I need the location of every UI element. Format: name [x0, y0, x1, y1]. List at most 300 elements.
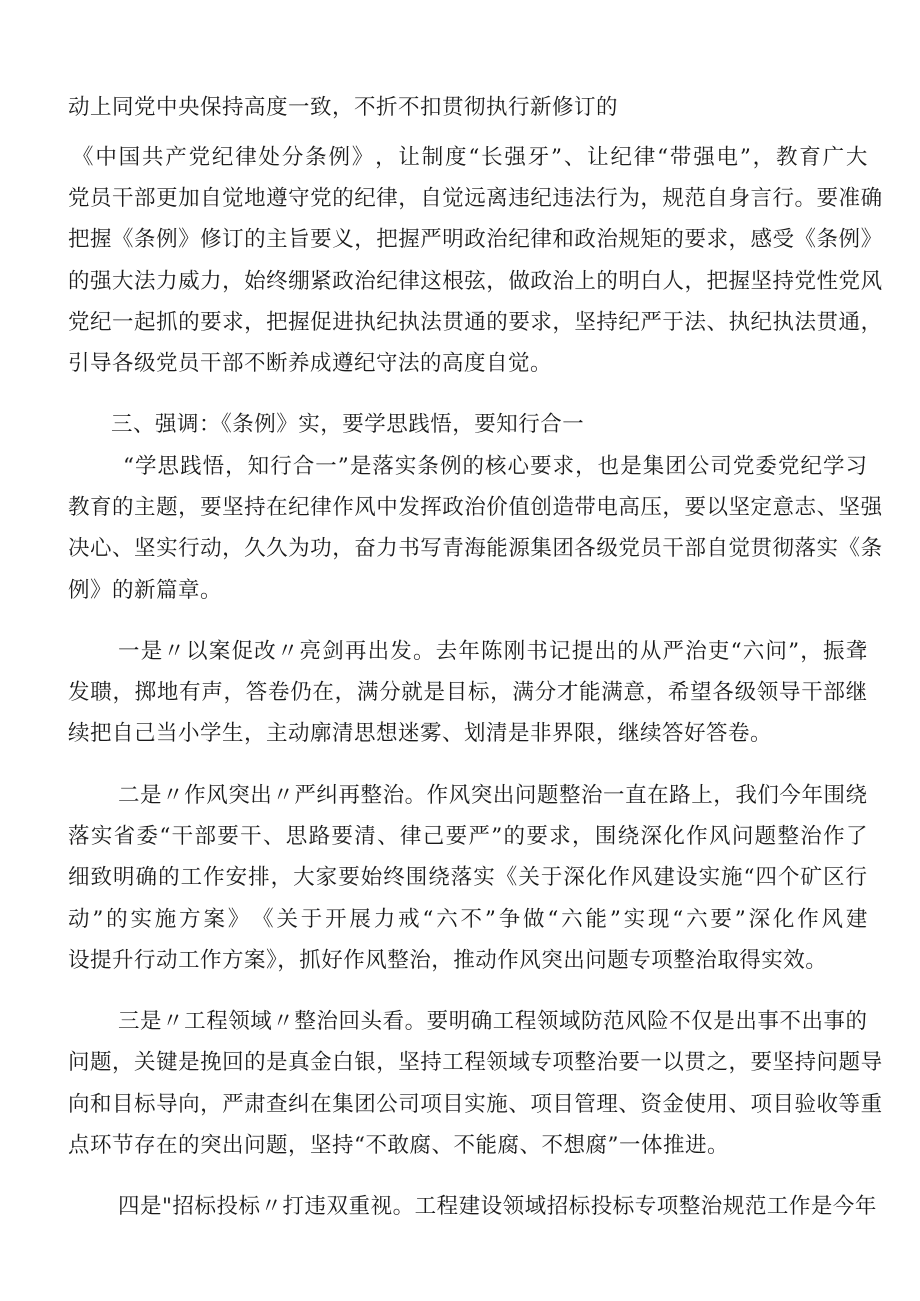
text-glyph: 回: [222, 1050, 245, 1075]
text-glyph: 设: [480, 1194, 503, 1219]
text-glyph: 金: [662, 1092, 685, 1117]
text-glyph: 细: [68, 865, 91, 890]
text-glyph: 紧: [310, 269, 333, 294]
text-glyph: 〃: [163, 639, 186, 664]
text-glyph: 级: [734, 680, 757, 705]
text-glyph: 于: [300, 907, 323, 932]
text-glyph: 求: [222, 310, 245, 335]
text-glyph: 持: [772, 269, 795, 294]
text-glyph: 〃: [276, 639, 299, 664]
text-glyph: 治: [685, 639, 708, 664]
text-glyph: 政: [464, 227, 487, 252]
text-glyph: 坚: [398, 1050, 421, 1075]
text-glyph: 整: [294, 1009, 317, 1034]
text-line: [68, 309, 883, 337]
text-glyph: 化: [663, 824, 686, 849]
text-glyph: 作: [686, 824, 709, 849]
text-glyph: 例: [156, 227, 179, 252]
text-glyph: 的: [112, 495, 135, 520]
text-glyph: 纪: [376, 269, 399, 294]
text-line: [68, 864, 868, 892]
text-glyph: 党: [188, 145, 211, 170]
text-glyph: 国: [118, 145, 141, 170]
text-glyph: 育: [90, 495, 113, 520]
text-glyph: 答: [245, 680, 268, 705]
text-glyph: “: [468, 145, 480, 170]
text-glyph: 久: [266, 536, 289, 561]
text-glyph: ，: [572, 824, 595, 849]
text-glyph: 实: [394, 454, 417, 479]
text-glyph: 出: [367, 639, 390, 664]
text-glyph: 党: [68, 310, 91, 335]
text-glyph: “: [730, 639, 743, 664]
text-glyph: 党: [777, 454, 800, 479]
text-glyph: 。: [412, 639, 435, 664]
text-glyph: 作: [788, 1194, 811, 1219]
text-line: 动上同党中央保持高度一致，不折不扣贯彻执行新修订的: [68, 95, 619, 120]
text-glyph: 三: [118, 1009, 141, 1034]
text-glyph: 要: [684, 227, 707, 252]
text-glyph: 问: [514, 783, 537, 808]
text-glyph: 、: [706, 310, 729, 335]
text-glyph: 力: [376, 536, 399, 561]
text-glyph: 风: [821, 907, 844, 932]
text-glyph: 例: [838, 227, 861, 252]
text-glyph: 主: [266, 227, 289, 252]
text-glyph: 求: [706, 227, 729, 252]
text-glyph: 握: [728, 269, 751, 294]
text-glyph: 有: [179, 680, 202, 705]
text-glyph: 再: [344, 639, 367, 664]
text-glyph: 的: [244, 227, 267, 252]
text-glyph: 问: [765, 639, 788, 664]
text-glyph: ，: [332, 536, 355, 561]
text-glyph: 奋: [354, 536, 377, 561]
text-glyph: 法: [420, 310, 443, 335]
text-glyph: ，: [222, 269, 245, 294]
text-glyph: 条: [305, 145, 328, 170]
text-glyph: 在: [310, 1092, 333, 1117]
text-glyph: 的: [596, 269, 619, 294]
text-glyph: 在: [312, 680, 335, 705]
text-glyph: 的: [617, 639, 640, 664]
text-glyph: 风: [354, 495, 377, 520]
text-glyph: 纪: [530, 186, 553, 211]
text-glyph: 实: [473, 865, 496, 890]
text-glyph: 振: [822, 639, 845, 664]
text-glyph: 治: [552, 269, 575, 294]
text-glyph: 〃: [162, 1009, 185, 1034]
text-glyph: 心: [507, 454, 530, 479]
text-glyph: 定: [750, 495, 773, 520]
text-glyph: 行: [178, 536, 201, 561]
text-glyph: 吏: [707, 639, 730, 664]
text-glyph: 记: [549, 639, 572, 664]
text-glyph: 导: [779, 680, 802, 705]
text-glyph: ，: [575, 454, 598, 479]
text-glyph: 做: [523, 907, 546, 932]
text-glyph: 条: [860, 536, 883, 561]
text-glyph: 《: [838, 536, 861, 561]
text-glyph: 己: [422, 824, 445, 849]
text-line: [68, 185, 883, 213]
text-glyph: 〃: [260, 1194, 283, 1219]
text-glyph: 了: [845, 824, 868, 849]
text-glyph: 白: [640, 269, 663, 294]
text-glyph: 坚: [838, 495, 861, 520]
text-glyph: 双: [326, 1194, 349, 1219]
text-glyph: 剑: [322, 639, 345, 664]
text-glyph: 整: [574, 1050, 597, 1075]
text-glyph: 建: [653, 865, 676, 890]
text-glyph: ，: [860, 310, 883, 335]
text-glyph: ，: [200, 1092, 223, 1117]
text-glyph: 律: [310, 495, 333, 520]
text-glyph: 律: [376, 186, 399, 211]
text-glyph: ”: [609, 907, 622, 932]
text-glyph: 是: [178, 1050, 201, 1075]
text-glyph: 项: [750, 1092, 773, 1117]
text-glyph: 项: [530, 1092, 553, 1117]
text-glyph: 挥: [420, 495, 443, 520]
text-glyph: 感: [750, 227, 773, 252]
text-glyph: 起: [134, 310, 157, 335]
text-glyph: 把: [266, 310, 289, 335]
text-glyph: 行: [845, 865, 868, 890]
text-glyph: 觉: [222, 186, 245, 211]
text-glyph: 力: [200, 269, 223, 294]
text-glyph: 要: [750, 1050, 773, 1075]
text-glyph: 管: [574, 1092, 597, 1117]
text-glyph: 学: [135, 454, 158, 479]
text-glyph: 纪: [618, 310, 641, 335]
text-glyph: 教: [68, 495, 91, 520]
text-glyph: 促: [231, 639, 254, 664]
text-glyph: 是: [620, 454, 643, 479]
text-glyph: 出: [250, 783, 273, 808]
text-line: 点环节存在的突出问题，坚持“不敢腐、不能腐、不想腐”一体推进。: [68, 1133, 729, 1158]
text-glyph: 压: [640, 495, 663, 520]
text-glyph: 突: [470, 783, 493, 808]
text-glyph: 要: [526, 824, 549, 849]
text-glyph: 挽: [200, 1050, 223, 1075]
text-glyph: 终: [266, 269, 289, 294]
text-line: 续把自己当小学生，主动廓清思想迷雾、划清是非界限，继续答好答卷。: [68, 721, 773, 746]
text-glyph: 题: [536, 783, 559, 808]
text-glyph: 是: [810, 1194, 833, 1219]
text-glyph: 不: [779, 1009, 802, 1034]
text-glyph: 律: [235, 145, 258, 170]
text-glyph: 理: [596, 1092, 619, 1117]
text-glyph: 视: [370, 1194, 393, 1219]
text-glyph: 专: [634, 1194, 657, 1219]
text-glyph: 刚: [503, 639, 526, 664]
text-glyph: 育: [799, 145, 822, 170]
text-line: [72, 144, 868, 172]
text-glyph: 排: [248, 865, 271, 890]
text-glyph: 之: [706, 1050, 729, 1075]
text-glyph: 、: [816, 495, 839, 520]
text-glyph: 开: [325, 907, 348, 932]
text-glyph: 订: [222, 227, 245, 252]
text-glyph: 要: [710, 907, 733, 932]
text-glyph: “: [123, 454, 135, 479]
text-glyph: 纪: [354, 186, 377, 211]
text-glyph: 思: [285, 824, 308, 849]
text-glyph: 《: [112, 227, 135, 252]
text-glyph: 整: [558, 783, 581, 808]
text-glyph: 违: [304, 1194, 327, 1219]
text-glyph: 律: [399, 824, 422, 849]
text-glyph: 公: [687, 454, 710, 479]
text-glyph: 今: [832, 1194, 855, 1219]
text-glyph: 《: [495, 865, 518, 890]
text-glyph: 去: [435, 639, 458, 664]
text-glyph: ，: [728, 227, 751, 252]
text-glyph: 法: [684, 310, 707, 335]
text-glyph: 干: [801, 680, 824, 705]
text-glyph: 的: [845, 1009, 868, 1034]
text-glyph: ”: [484, 907, 497, 932]
text-glyph: 是: [140, 783, 163, 808]
text-glyph: 治: [580, 783, 603, 808]
text-glyph: 题: [90, 1050, 113, 1075]
text-glyph: 的: [486, 310, 509, 335]
text-glyph: 贯: [816, 310, 839, 335]
text-glyph: 各: [712, 680, 735, 705]
text-glyph: 持: [420, 1050, 443, 1075]
text-glyph: 要: [816, 186, 839, 211]
text-glyph: 抓: [156, 310, 179, 335]
text-glyph: 书: [398, 536, 421, 561]
text-glyph: 度: [445, 145, 468, 170]
text-glyph: 党: [838, 269, 861, 294]
text-glyph: 回: [338, 1009, 361, 1034]
text-glyph: 突: [228, 783, 251, 808]
text-glyph: 领: [756, 680, 779, 705]
text-glyph: 《: [252, 907, 275, 932]
text-glyph: 确: [860, 186, 883, 211]
text-glyph: 觉: [728, 536, 751, 561]
text-glyph: 向: [178, 1092, 201, 1117]
text-glyph: 知: [247, 454, 270, 479]
text-glyph: 风: [860, 269, 883, 294]
text-glyph: 行: [270, 454, 293, 479]
text-glyph: 重: [348, 1194, 371, 1219]
text-glyph: 要: [508, 310, 531, 335]
text-glyph: ，: [178, 495, 201, 520]
text-glyph: 深: [748, 907, 771, 932]
text-glyph: 出: [735, 1009, 758, 1034]
text-glyph: 绷: [288, 269, 311, 294]
text-glyph: ，: [640, 186, 663, 211]
text-glyph: 亮: [299, 639, 322, 664]
text-glyph: 纪: [800, 454, 823, 479]
text-glyph: 从: [639, 639, 662, 664]
text-line: 设提升行动工作方案》，抓好作风整治，推动作风突出问题专项整治取得实效。: [68, 948, 828, 973]
text-glyph: ，: [552, 310, 575, 335]
text-glyph: 行: [596, 186, 619, 211]
text-glyph: 党: [732, 454, 755, 479]
text-glyph: 政: [574, 227, 597, 252]
text-glyph: 安: [225, 865, 248, 890]
text-glyph: 出: [492, 783, 515, 808]
text-glyph: 风: [206, 783, 229, 808]
text-glyph: 强: [90, 269, 113, 294]
text-glyph: 律: [633, 145, 656, 170]
text-glyph: 一: [640, 1050, 663, 1075]
text-glyph: 标: [238, 1194, 261, 1219]
text-glyph: 以: [186, 639, 209, 664]
text-glyph: 纪: [610, 145, 633, 170]
text-glyph: 合: [292, 454, 315, 479]
text-glyph: 思: [157, 454, 180, 479]
text-glyph: 悟: [202, 454, 225, 479]
text-glyph: 发: [68, 680, 91, 705]
text-glyph: 领: [228, 1009, 251, 1034]
text-glyph: 围: [594, 824, 617, 849]
text-glyph: 规: [618, 227, 641, 252]
text-glyph: 发: [398, 495, 421, 520]
text-glyph: 程: [514, 1009, 537, 1034]
text-glyph: ，: [225, 454, 248, 479]
text-glyph: 要: [217, 824, 240, 849]
text-glyph: 干: [112, 186, 135, 211]
text-glyph: 要: [200, 310, 223, 335]
text-glyph: 坚: [772, 1050, 795, 1075]
text-glyph: 落: [794, 536, 817, 561]
text-glyph: 团: [354, 1092, 377, 1117]
text-glyph: 范: [603, 1009, 626, 1034]
text-glyph: 领: [486, 1050, 509, 1075]
text-glyph: 力: [373, 907, 396, 932]
text-glyph: 键: [156, 1050, 179, 1075]
text-glyph: 看: [382, 1009, 405, 1034]
text-glyph: 路: [308, 824, 331, 849]
text-glyph: 律: [398, 269, 421, 294]
text-glyph: 言: [750, 186, 773, 211]
text-glyph: 戒: [398, 907, 421, 932]
text-glyph: 银: [354, 1050, 377, 1075]
text-glyph: 查: [266, 1092, 289, 1117]
text-glyph: 作: [203, 865, 226, 890]
text-glyph: 要: [445, 824, 468, 849]
text-glyph: 的: [68, 269, 91, 294]
text-glyph: 标: [612, 1194, 635, 1219]
text-glyph: 六: [742, 639, 765, 664]
text-glyph: 。: [404, 783, 427, 808]
text-line: 例》的新篇章。: [68, 578, 223, 603]
text-glyph: 程: [206, 1009, 229, 1034]
text-glyph: ，: [752, 145, 775, 170]
text-glyph: 弦: [464, 269, 487, 294]
text-glyph: 于: [540, 865, 563, 890]
text-glyph: 争: [498, 907, 521, 932]
text-glyph: 高: [618, 495, 641, 520]
text-glyph: 纪: [211, 145, 234, 170]
text-glyph: 治: [486, 227, 509, 252]
text-glyph: 矩: [640, 227, 663, 252]
text-glyph: 通: [464, 310, 487, 335]
text-glyph: 关: [134, 1050, 157, 1075]
text-glyph: 》: [860, 227, 883, 252]
text-glyph: 等: [838, 1092, 861, 1117]
text-glyph: 清: [354, 824, 377, 849]
text-glyph: 的: [662, 227, 685, 252]
text-glyph: 目: [445, 680, 468, 705]
text-glyph: 纪: [376, 310, 399, 335]
text-glyph: ，: [645, 680, 668, 705]
text-glyph: 领: [502, 1194, 525, 1219]
text-glyph: 工: [180, 865, 203, 890]
text-glyph: 深: [640, 824, 663, 849]
text-glyph: 条: [417, 454, 440, 479]
text-glyph: 施: [154, 907, 177, 932]
text-glyph: 要: [684, 495, 707, 520]
text-glyph: 。: [794, 186, 817, 211]
text-glyph: 要: [338, 865, 361, 890]
text-glyph: 打: [282, 1194, 305, 1219]
text-line: [118, 782, 868, 810]
text-glyph: 绕: [617, 824, 640, 849]
text-glyph: 更: [156, 186, 179, 211]
text-glyph: 风: [448, 783, 471, 808]
text-glyph: 要: [426, 1009, 449, 1034]
text-glyph: 政: [442, 495, 465, 520]
text-glyph: 纪: [288, 495, 311, 520]
text-glyph: 区: [823, 865, 846, 890]
text-glyph: 范: [744, 1194, 767, 1219]
text-glyph: 险: [647, 1009, 670, 1034]
text-glyph: ，: [354, 227, 377, 252]
text-glyph: 握: [398, 227, 421, 252]
text-glyph: 执: [354, 310, 377, 335]
text-glyph: 是: [140, 639, 163, 664]
text-glyph: 、: [563, 145, 586, 170]
text-glyph: 分: [379, 680, 402, 705]
text-glyph: 用: [706, 1092, 729, 1117]
text-glyph: ”: [491, 824, 503, 849]
text-line: [68, 823, 868, 851]
text-glyph: 要: [618, 1050, 641, 1075]
text-glyph: 绕: [428, 865, 451, 890]
text-glyph: 让: [398, 145, 421, 170]
text-glyph: 。: [404, 1009, 427, 1034]
text-glyph: 员: [640, 536, 663, 561]
text-glyph: ，: [223, 680, 246, 705]
text-glyph: ，: [334, 680, 357, 705]
text-glyph: 是: [140, 1194, 163, 1219]
text-glyph: 整: [360, 783, 383, 808]
text-glyph: 于: [662, 310, 685, 335]
section-heading: 三、强调：《条例》实，要学思践悟，要知行合一: [111, 412, 585, 437]
text-glyph: 四: [755, 865, 778, 890]
text-glyph: “: [159, 824, 171, 849]
text-glyph: 党: [68, 186, 91, 211]
text-glyph: 强: [693, 145, 716, 170]
text-glyph: 大: [112, 269, 135, 294]
text-glyph: 终: [383, 865, 406, 890]
text-glyph: 坚: [728, 495, 751, 520]
text-glyph: 出: [801, 1009, 824, 1034]
text-glyph: 受: [772, 227, 795, 252]
text-glyph: 自: [706, 186, 729, 211]
text-glyph: 义: [332, 227, 355, 252]
text-glyph: 》: [178, 227, 201, 252]
text-glyph: 领: [536, 1009, 559, 1034]
text-glyph: 治: [354, 269, 377, 294]
text-glyph: 围: [823, 783, 846, 808]
